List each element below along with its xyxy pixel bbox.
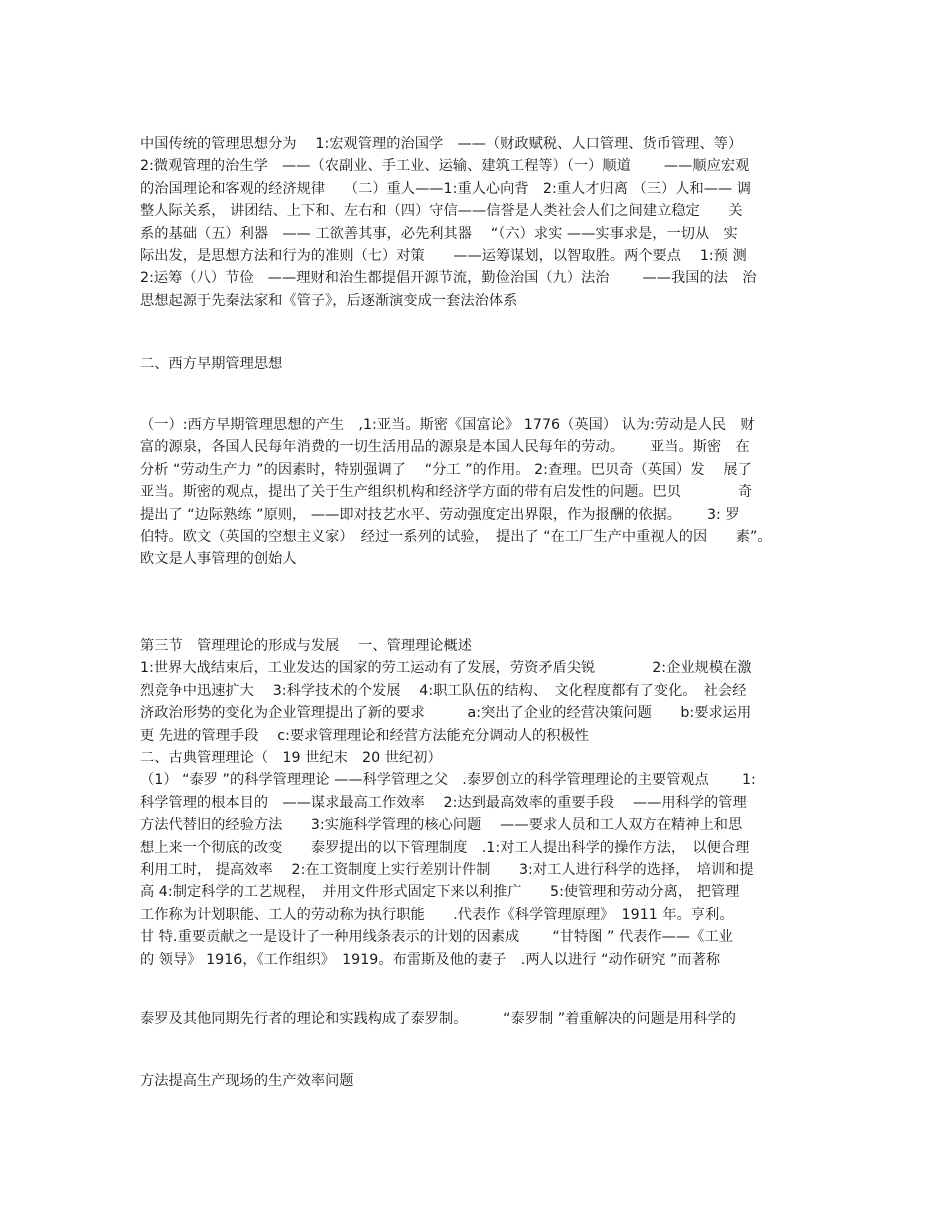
text-line: 分析 “劳动生产力 ”的因素时，特别强调了 “分工 ”的作用。 2:查理。巴贝奇（英国）发 展了 xyxy=(140,461,752,478)
text-line: 系的基础（五）利器 —— 工欲善其事，必先利其器 “（六）求实 ——实事求是，一切从 实 xyxy=(140,225,738,242)
text-line: 烈竞争中迅速扩大 3:科学技术的个发展 4:职工队伍的结构、 文化程度都有了变化。 社会经 xyxy=(140,682,747,699)
paragraph-taylor-system-end xyxy=(140,1070,812,1092)
text-line: 方法提高生产现场的生产效率问题 xyxy=(140,1073,354,1089)
text-line: 欧文是人事管理的创始人 xyxy=(140,551,297,568)
text-line: 第三节 管理理论的形成与发展 一、管理理论概述 xyxy=(140,638,473,654)
text-line: 的 领导》 1916，《工作组织》 1919。布雷斯及他的妻子 .两人以进行 “动作研究 ”而著称 xyxy=(140,951,721,968)
text-line: 整人际关系， 讲团结、上下和、左右和（四）守信——信誉是人类社会人们之间建立稳定 关 xyxy=(140,203,743,220)
text-line: 伯特。欧文（英国的空想主义家） 经过一系列的试验， 提出了 “在工厂生产中重视人的因 素”。 xyxy=(140,529,772,546)
document-page xyxy=(140,0,812,1230)
text-line: 的治国理论和客观的经济规律 （二）重人——1:重人心向背 2:重人才归离 （三）人和—— 调 xyxy=(140,180,751,197)
paragraph-theory-formation xyxy=(140,635,812,971)
text-line: 高 4:制定科学的工艺规程， 并用文件形式固定下来以利推广 5:使管理和劳动分离， 把管理 xyxy=(140,884,740,901)
text-line: 际出发，是思想方法和行为的准则（七）对策 ——运筹谋划，以智取胜。两个要点 1:预 测 xyxy=(140,248,747,265)
text-line: 更 先进的管理手段 c:要求管理理论和经营方法能充分调动人的积极性 xyxy=(140,727,589,744)
paragraph-chinese-management-thought xyxy=(140,133,812,312)
text-line: 2:微观管理的治生学 ——（农副业、手工业、运输、建筑工程等）（一）顺道 ——顺应宏观 xyxy=(140,158,750,175)
text-line: （1） “泰罗 ”的科学管理理论 ——科学管理之父 .泰罗创立的科学管理理论的主要管观点 1: xyxy=(140,772,756,789)
text-line: 提出了 “边际熟练 ”原则， ——即对技艺水平、劳动强度定出界限，作为报酬的依据。 3: 罗 xyxy=(140,506,740,523)
text-line: 泰罗及其他同期先行者的理论和实践构成了泰罗制。 “泰罗制 ”着重解决的问题是用科学的 xyxy=(140,1011,736,1027)
text-line: 科学管理的根本目的 ——谋求最高工作效率 2:达到最高效率的重要手段 ——用科学的管理 xyxy=(140,794,747,811)
text-line: 想上来一个彻底的改变 泰罗提出的以下管理制度 .1:对工人提出科学的操作方法， 以便合理 xyxy=(140,839,750,856)
section-heading: 二、西方早期管理思想 xyxy=(140,356,283,372)
text-line: 甘 特.重要贡献之一是设计了一种用线条表示的计划的因素成 “甘特图 ” 代表作——《工业 xyxy=(140,929,733,946)
text-line: 富的源泉，各国人民每年消费的一切生活用品的源泉是本国人民每年的劳动。 亚当。斯密 在 xyxy=(140,439,750,456)
text-line: 利用工时， 提高效率 2:在工资制度上实行差别计件制 3:对工人进行科学的选择， 培训和提 xyxy=(140,862,754,879)
text-line: 思想起源于先秦法家和《管子》，后逐渐演变成一套法治体系 xyxy=(140,292,518,309)
section-heading-western-thought xyxy=(140,353,812,375)
text-line: 工作称为计划职能、工人的劳动称为执行职能 .代表作《科学管理原理》 1911 年。亨利。 xyxy=(140,906,734,923)
text-line: 中国传统的管理思想分为 1:宏观管理的治国学 ——（财政赋税、人口管理、货币管理、等） xyxy=(140,136,743,152)
text-line: （一）:西方早期管理思想的产生 ,1:亚当。斯密《国富论》 1776（英国） 认为:劳动是人民 财 xyxy=(140,417,755,433)
text-line: 二、古典管理理论（ 19 世纪末 20 世纪初） xyxy=(140,750,442,767)
text-line: 方法代替旧的经验方法 3:实施科学管理的核心问题 ——要求人员和工人双方在精神上和思 xyxy=(140,817,743,834)
paragraph-western-early-thought xyxy=(140,414,812,571)
text-line: 济政治形势的变化为企业管理提出了新的要求 a:突出了企业的经营决策问题 b:要求运用 xyxy=(140,705,752,722)
paragraph-taylor-system xyxy=(140,1008,812,1030)
text-line: 亚当。斯密的观点，提出了关于生产组织机构和经济学方面的带有启发性的问题。巴贝 奇 xyxy=(140,484,753,501)
text-line: 2:运筹（八）节俭 ——理财和治生都提倡开源节流，勤俭治国（九）法治 ——我国的法 治 xyxy=(140,270,757,287)
text-line: 1:世界大战结束后，工业发达的国家的劳工运动有了发展，劳资矛盾尖锐 2:企业规模在激 xyxy=(140,660,752,677)
